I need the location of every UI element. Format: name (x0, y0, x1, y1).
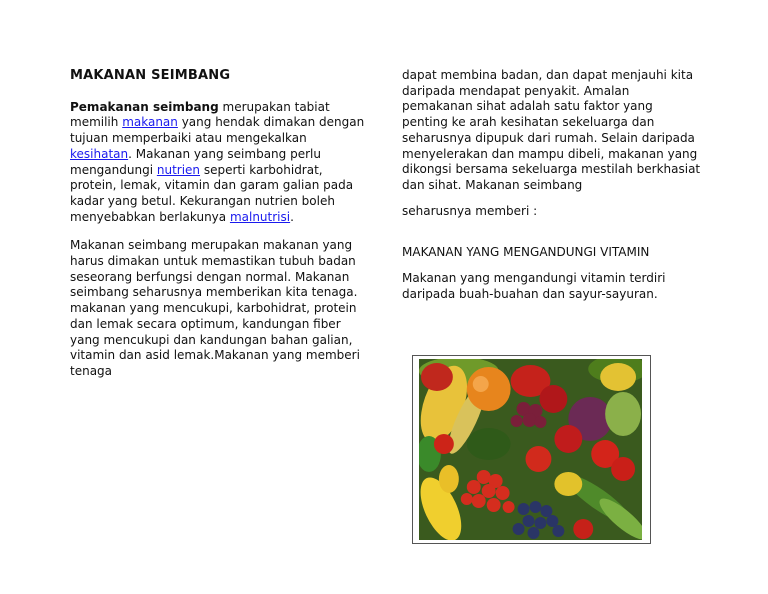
lead-in-line: seharusnya memberi : (402, 203, 538, 218)
document-title: MAKANAN SEIMBANG (70, 68, 231, 83)
link-makanan[interactable]: makanan (122, 115, 178, 130)
bold-term: Pemakanan seimbang (70, 99, 219, 114)
fruits-vegetables-icon (419, 359, 642, 540)
continued-paragraph: dapat membina badan, dan dapat menjauhi kita daripada mendapat penyakit. Amalan pemakanan sihat adalah satu faktor yang penting ke arah kesihatan sekeluarga dan seharusnya dipupuk dari rumah. Selain daripada menyelerakan dan mampu dibeli, makanan yang dikongsi bersama sekeluarga mestilah berkhasiat dan sihat. Makanan seimbang (402, 68, 701, 192)
fruits-vegetables-photo (412, 355, 651, 544)
left-column (70, 68, 370, 380)
text-segment: . (290, 209, 294, 224)
text-segment: merupakan tabiat memilih (70, 99, 330, 130)
section-subheading: MAKANAN YANG MENGANDUNGI VITAMIN (402, 245, 650, 260)
link-nutrien[interactable]: nutrien (156, 162, 201, 177)
vitamin-paragraph: Makanan yang mengandungi vitamin terdiri daripada buah-buahan dan sayur-sayuran. (402, 271, 666, 301)
text-segment: seperti karbohidrat, protein, lemak, vitamin dan garam galian pada kadar yang betul. Kekurangan nutrien boleh menyebabkan berlakunya (70, 162, 354, 224)
intro-paragraph (70, 100, 370, 226)
right-column (402, 68, 702, 302)
link-malnutrisi[interactable]: malnutrisi (229, 209, 291, 224)
link-kesihatan[interactable]: kesihatan (70, 146, 129, 161)
body-paragraph: Makanan seimbang merupakan makanan yang harus dimakan untuk memastikan tubuh badan seseorang berfungsi dengan normal. Makanan seimbang seharusnya memberikan kita tenaga. makanan yang mencukupi, karbohidrat, protein dan lemak secara optimum, kandungan fiber yang mencukupi dan kandungan bahan galian, vitamin dan asid lemak.Makanan yang memberi tenaga (70, 238, 360, 378)
text-segment: . Makanan yang seimbang perlu mengandungi (70, 146, 321, 177)
text-segment: yang hendak dimakan dengan tujuan memperbaiki atau mengekalkan (70, 115, 365, 146)
